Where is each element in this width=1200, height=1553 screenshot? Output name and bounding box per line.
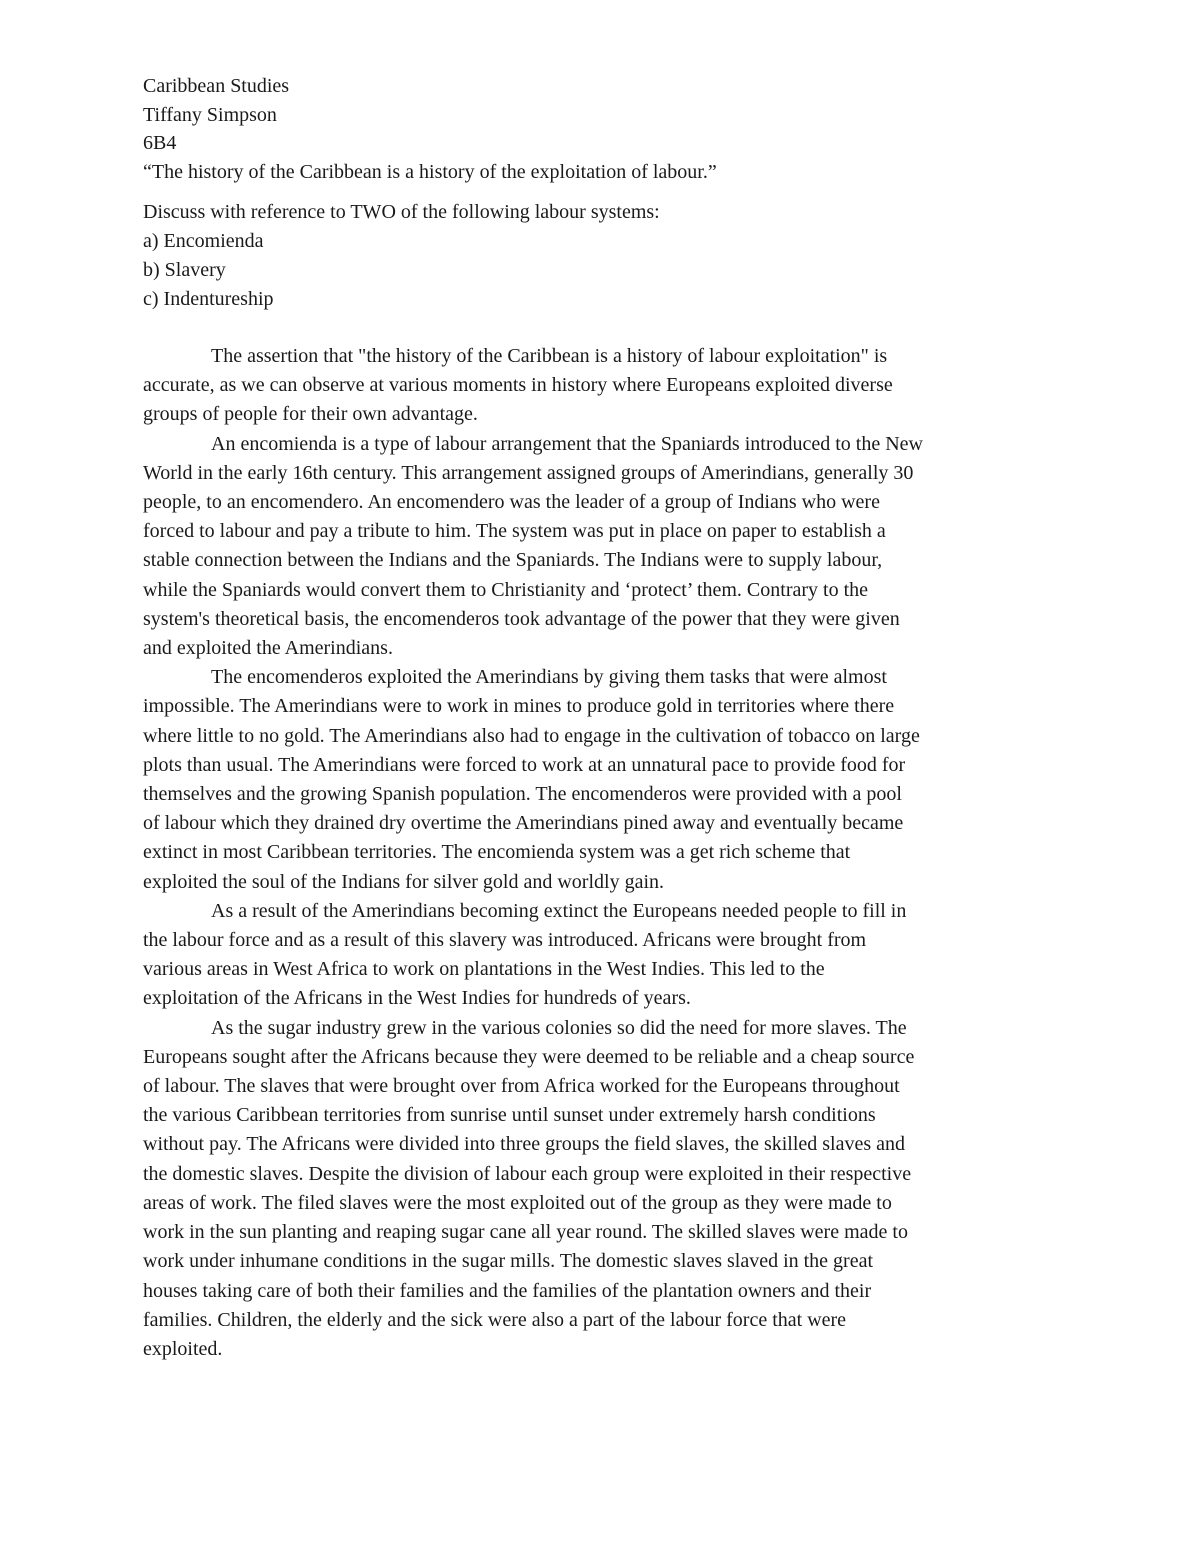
paragraph-line: World in the early 16th century. This arrangement assigned groups of Amerindians, generally 30: [143, 461, 914, 484]
essay-body: [143, 342, 1073, 1364]
essay-paragraph: [143, 897, 1073, 1014]
paragraph-line: the labour force and as a result of this slavery was introduced. Africans were brought from: [143, 929, 867, 952]
paragraph-line: plots than usual. The Amerindians were forced to work at an unnatural pace to provide food for: [143, 753, 906, 776]
prompt-instruction: Discuss with reference to TWO of the following labour systems:: [143, 201, 660, 223]
paragraph-line: An encomienda is a type of labour arrangement that the Spaniards introduced to the New: [211, 432, 923, 455]
paragraph-line: houses taking care of both their families and the families of the plantation owners and their: [143, 1279, 872, 1302]
paragraph-line: system's theoretical basis, the encomenderos took advantage of the power that they were given: [143, 607, 900, 630]
paragraph-line: As the sugar industry grew in the various colonies so did the need for more slaves. The: [211, 1016, 907, 1039]
paragraph-line: exploited the soul of the Indians for silver gold and worldly gain.: [143, 870, 665, 893]
paragraph-line: families. Children, the elderly and the sick were also a part of the labour force that were: [143, 1308, 847, 1331]
paragraph-line: themselves and the growing Spanish population. The encomenderos were provided with a pool: [143, 783, 902, 806]
paragraph-line: the various Caribbean territories from sunrise until sunset under extremely harsh conditions: [143, 1104, 876, 1127]
paragraph-line: the domestic slaves. Despite the division of labour each group were exploited in their respective: [143, 1162, 912, 1185]
paragraph-line: groups of people for their own advantage.: [143, 403, 478, 426]
paragraph-line: people, to an encomendero. An encomendero was the leader of a group of Indians who were: [143, 491, 880, 514]
paragraph-line: various areas in West Africa to work on plantations in the West Indies. This led to the: [143, 958, 825, 981]
essay-prompt: [143, 198, 1073, 314]
paragraph-line: work in the sun planting and reaping sugar cane all year round. The skilled slaves were made to: [143, 1221, 908, 1244]
paragraph-line: and exploited the Amerindians.: [143, 637, 393, 660]
paragraph-line: areas of work. The filed slaves were the most exploited out of the group as they were made to: [143, 1191, 892, 1214]
paragraph-line: exploited.: [143, 1337, 223, 1360]
paragraph-line: work under inhumane conditions in the sugar mills. The domestic slaves slaved in the great: [143, 1250, 874, 1273]
paragraph-line: of labour which they drained dry overtime the Amerindians pined away and eventually became: [143, 812, 904, 835]
paragraph-line: stable connection between the Indians and the Spaniards. The Indians were to supply labour,: [143, 549, 883, 572]
class-code: 6B4: [143, 132, 177, 155]
paragraph-line: impossible. The Amerindians were to work in mines to produce gold in territories where there: [143, 695, 895, 718]
essay-paragraph: [143, 663, 1073, 897]
paragraph-line: extinct in most Caribbean territories. The encomienda system was a get rich scheme that: [143, 841, 851, 864]
paragraph-line: The encomenderos exploited the Amerindians by giving them tasks that were almost: [211, 666, 887, 689]
paragraph-line: without pay. The Africans were divided into three groups the field slaves, the skilled slaves and: [143, 1133, 906, 1156]
paragraph-line: while the Spaniards would convert them to Christianity and ‘protect’ them. Contrary to the: [143, 578, 869, 601]
paragraph-line: The assertion that "the history of the Caribbean is a history of labour exploitation" is: [211, 345, 888, 367]
course-title: Caribbean Studies: [143, 75, 290, 97]
essay-paragraph: [143, 1014, 1073, 1364]
document-header: [143, 72, 1073, 186]
essay-paragraph: [143, 430, 1073, 664]
paragraph-line: Europeans sought after the Africans because they were deemed to be reliable and a cheap source: [143, 1045, 915, 1068]
prompt-option-c: c) Indentureship: [143, 288, 274, 310]
prompt-option-b: b) Slavery: [143, 259, 226, 281]
paragraph-line: of labour. The slaves that were brought over from Africa worked for the Europeans throughout: [143, 1075, 900, 1098]
paragraph-line: exploitation of the Africans in the West Indies for hundreds of years.: [143, 987, 691, 1010]
essay-paragraph: [143, 342, 1073, 430]
essay-quote: “The history of the Caribbean is a history of the exploitation of labour.”: [143, 160, 717, 183]
author-name: Tiffany Simpson: [143, 103, 277, 126]
paragraph-line: As a result of the Amerindians becoming extinct the Europeans needed people to fill in: [211, 899, 907, 922]
paragraph-line: accurate, as we can observe at various moments in history where Europeans exploited diverse: [143, 374, 893, 397]
paragraph-line: where little to no gold. The Amerindians also had to engage in the cultivation of tobacco on large: [143, 724, 920, 747]
prompt-option-a: a) Encomienda: [143, 230, 264, 252]
paragraph-line: forced to labour and pay a tribute to him. The system was put in place on paper to establish a: [143, 520, 886, 543]
